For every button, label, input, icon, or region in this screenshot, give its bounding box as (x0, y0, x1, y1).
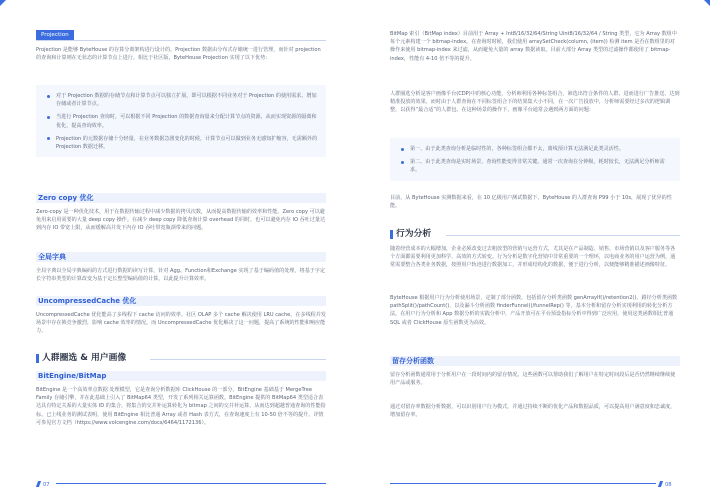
uncompressed-cache-text: UncompressedCache 优化能高了多线程下 cache 访问的效率。社区 OLAP 多个 cache 解决使用 LRU cache，在多线程并发场景中存在锁竞争激烈，影响 cache 效率的情况。而 UncompressedCache 优化解决了这一问题，提高了系统的性能和响应能力。 (36, 312, 326, 335)
projection-tag: Projection (36, 30, 74, 40)
bullet-dot-icon (47, 95, 50, 98)
bullet-dot-icon (47, 116, 50, 119)
tag-divider (36, 40, 326, 41)
crowd-problems-card (390, 138, 680, 181)
bullet-dot-icon (401, 148, 404, 151)
projection-advantages-card (36, 85, 326, 157)
global-dict-heading: 全局字典 (38, 253, 66, 261)
list-item: Projection 的元数据存储十分轻量，在业务数据急剧变化的时候，计算节点可以做到业务无感知扩缩容，无需额外的 Projection 数据迁移。 (44, 135, 318, 151)
zero-copy-heading: Zero copy 优化 (38, 194, 94, 202)
retention-text-1: 留存分析函数通常用于分析用户在一段时间内的留存情况。这些函数可以帮助我们了解用户在特定时间段后是否仍然继续继续使用产品或服务。 (390, 372, 676, 387)
behavior-section-title: 行为分析 (396, 229, 432, 239)
footer-divider (390, 483, 656, 484)
uncompressed-cache-heading: UncompressedCache 优化 (38, 297, 137, 305)
footer-divider (56, 483, 326, 484)
bitengine-heading: BitEngine/BitMap (38, 372, 107, 380)
bullet-dot-icon (47, 137, 50, 140)
page-mark-icon (658, 481, 663, 487)
zero-copy-text: Zero-copy 是一种优化技术，用于在数据传输过程中减少数据的拷贝次数，从而提高数据传输的效率和性能。Zero copy 可以避免用来启用需要的大量 deep copy 操作。在减少 deep copy 降低查询计算 overhead 的同时，也可以避免内存 IO 吞吐过量达到内存 IO 带宽上限，从而缓解高并发下内存 IO 吞吐带宽瓶颈带来的问题。 (36, 209, 326, 232)
global-dict-text: 全局字典以全局字典编码的方式进行数据的读写计算，针对 Agg、Function和Exchange 实现了基于编码值的处理，将基于字定长字符串类型的计算改变为基于定长整型编码值的计算，以此提升计算效率。 (36, 268, 325, 283)
corner-decoration (0, 0, 6, 6)
retention-heading: 留存分析函数 (392, 357, 434, 365)
retention-text-2: 通过对留存率数据分析数据，可以识别用户行为模式，并通过持续不断的优化产品和数据品质，可以提高用户满意度和忠诚度，增加留存率。 (390, 404, 676, 419)
section-marker (36, 354, 39, 363)
page-number: 07 (43, 482, 50, 488)
section-marker (390, 230, 393, 239)
behavior-text-2: ByteHouse 根据用户行为分析使用场景，定制了部分函数，包括留存分析类函数 genArrayIf()/retention2()、路径分析类函数 pathSplit()/pathCount()，以及漏斗分析函数 finderFunnel()/funnelRep() 等，基本分析和留存分析实现利用的转化分析方法，在用户行为分析和 App 数据分析的实践分析中，产品开放可在平台预设指标分析中得到广泛应用，使用这类函数相比普通 SQL 或者 ClickHouse 原生函数更为高效。 (390, 295, 678, 326)
list-item: 第一、由于此类查询分析是临时性的，各种标签组合都不太，离线预计算无法满足此类灵活性。 (398, 145, 672, 153)
bitmap-index-text: BitMap 索引（BitMap index）目前用于 Array + Int8/16/32/64/String Uint8/16/32/64 / String 类型，它为 Array 数组中每个元素构建一个 bitmap-index。在查询时时候，我们使用 arraySetCheck(column, (item)) 检测 item 是否在数组里的对操作来使用 bitmap-index 来过滤，从而避免大量的 array 数据读取。目前大部分 Array 类型的过滤操作都使用了 bitmap-index，性能有 4-10 倍不等的提升。 (390, 31, 677, 62)
page-mark-icon (36, 481, 41, 487)
performance-result-text: 目前，从 ByteHouse 实测数据来看，在 10 亿级用户测试数据下，ByteHouse 的人群查询 P99 小于 10s，展现了优异的性能。 (390, 195, 672, 210)
page-number: 08 (665, 482, 672, 488)
heading-band (36, 252, 326, 262)
list-item: 第二、由于此类查询是实时场景，查询性能变得非常关键。通常一次查询在分钟级，耗时较长，无法满足分析师需求。 (398, 158, 672, 174)
bullet-dot-icon (401, 161, 404, 164)
crowd-section-title: 人群圈选 & 用户画像 (42, 353, 127, 363)
crowd-analysis-text: 人群圈选分析是客户画像平台(CDP)中的核心功能，分析师利用各种标签组合，筛选出符合条件的人群，进而进行广告推送、达到精准投放的效果。而时由于人群查询在不同标签组合下的结果集大小不同，在一次广告投放中，分析师需要经过多次的逻辑调整，以获得“最合适”的人群包。在这种场景的操作下，画像平台通常会遇到两方面的问题： (390, 91, 680, 114)
list-item: 对于 Projection 数据的存储节点和计算节点可以独立扩展，即可以根据不同业务对于 Projection 的使用需求，增加存储或者计算节点。 (44, 92, 318, 108)
list-item: 当进行 Projection 查询时，可以根据不同 Projection 的数据查询量来分配计算节点的资源，从而实现资源的隔离和优化，提高查询效率。 (44, 113, 318, 129)
bitengine-text: BitEngine 是一个高效率点数据 处理模型，它是查询分析数据库 ClickHouse 的一部分。BitEngine 基础基于 MergeTree Family 存储引擎，并在此基础上引入了 BitMap64 类型，开发了系列相关运算函数。BitEngine 提供的 BitMap64 类型适合表达具有特定关系的大量实体 ID 的集合，将集合的交并补运算转化为 bitmap 之间的交并补运算，从而达到超越普通查询的性能指标。已上线业务的测试表明，使用 BitEngine 相比普通 Array 或者 Hash 表方式，在查询速度上有 10-50 倍不等的提升。详情可参见官方文档（https://www.volcengine.com/docs/6464/1172136）。 (36, 387, 326, 426)
projection-intro: Projection 是能够 ByteHouse 的存算分离架构进行设计的。Projection 数据由分布式存储统一进行管理，而针对 projection 的查询和计算则在无状态的计算节点上进行。相比于社区版，ByteHouse Projection 实现了以下优势： (36, 47, 321, 62)
behavior-text-1: 随着经营成本的大幅增加，企业必须改变过去粗放型的营销与运营方式，尤其是在产品制造、销售、市场营销以及客户服务等各个方面都需要利用更加科学、高效的方式转变。行为分析是数字化营销中非常重要的一个理环，以电商业务的用户运营为例，通常需要整合各类业务数据，按照用户轨迹进行数据加工，并形成结构化的数据，便于进行分析，以便能够精准描述画像特征。 (390, 246, 676, 269)
section-divider (446, 235, 680, 236)
section-divider (150, 359, 326, 360)
corner-decoration (704, 0, 710, 6)
